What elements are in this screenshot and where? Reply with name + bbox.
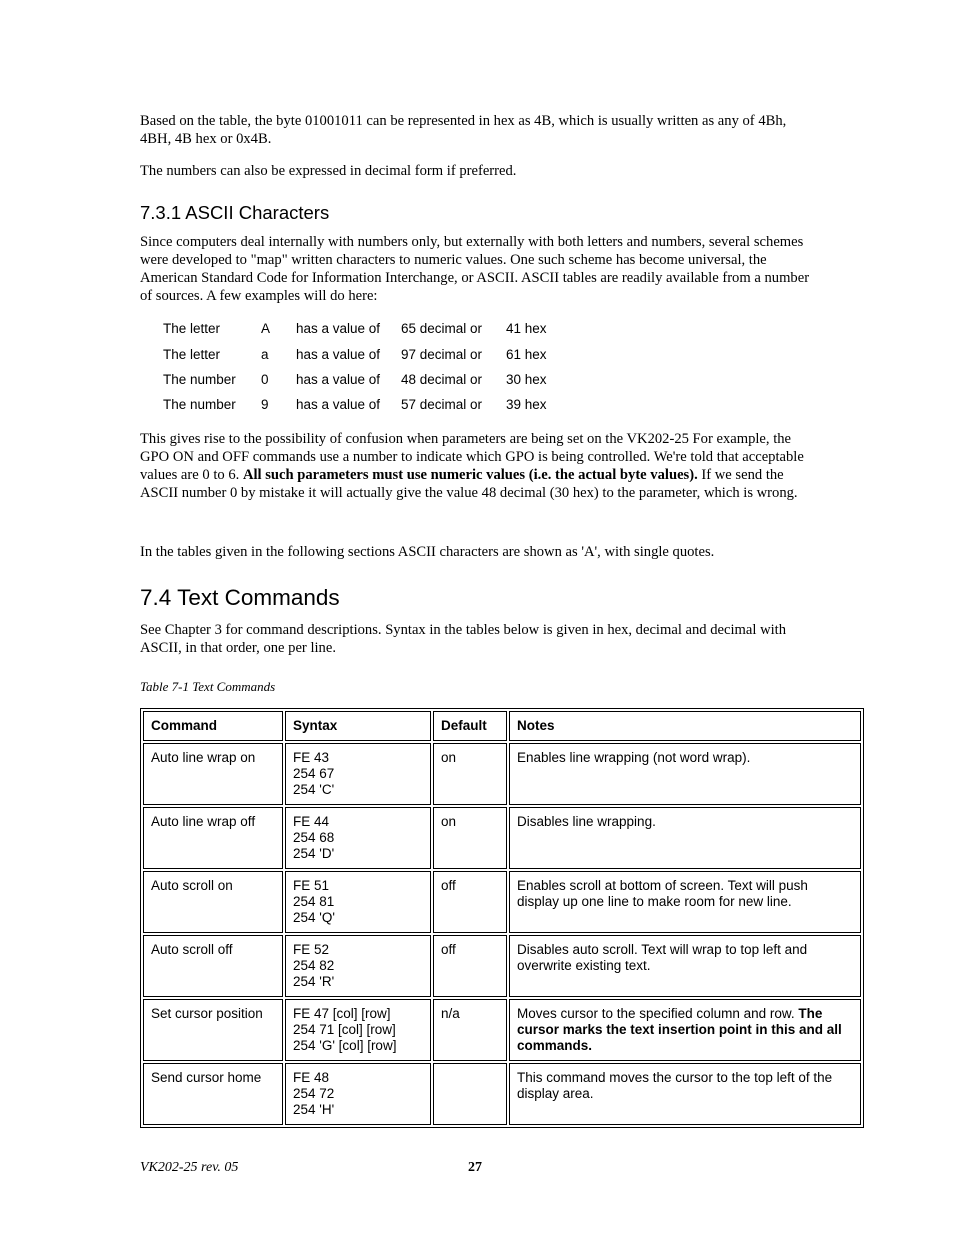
- example-phrase: has a value of: [296, 372, 381, 387]
- cell-syntax: [285, 1063, 431, 1125]
- table-row: [143, 807, 861, 869]
- syntax-decimal: 254 72: [293, 1086, 335, 1101]
- cell-default: off: [433, 871, 507, 933]
- cell-syntax: [285, 871, 431, 933]
- table-row: [143, 999, 861, 1061]
- syntax-decimal: 254 68: [293, 830, 335, 845]
- notes-bold-text: The cursor marks the text insertion point in this and all commands.: [517, 1006, 842, 1053]
- syntax-hex: FE 48: [293, 1070, 330, 1085]
- syntax-hex: FE 44: [293, 814, 330, 829]
- notes-text: Enables line wrapping (not word wrap).: [517, 750, 751, 765]
- header-notes: Notes: [509, 711, 861, 741]
- example-char: A: [261, 321, 271, 336]
- section-heading-ascii-characters: 7.3.1 ASCII Characters: [140, 202, 330, 223]
- cell-syntax: [285, 935, 431, 997]
- example-hex: 39 hex: [506, 397, 547, 412]
- ascii-paragraph-2-post: If we send the ASCII number 0 by mistake it will actually give the value 48 decimal (30 hex) to the parameter, which is wrong.: [140, 467, 798, 501]
- example-char: a: [261, 347, 269, 362]
- notes-text: Disables auto scroll. Text will wrap to top left and overwrite existing text.: [517, 942, 808, 973]
- header-syntax: Syntax: [285, 711, 431, 741]
- syntax-decimal: 254 67: [293, 766, 335, 781]
- cell-command: Auto scroll off: [143, 935, 283, 997]
- cell-syntax: [285, 999, 431, 1061]
- cell-syntax: [285, 807, 431, 869]
- ascii-paragraph-2-bold: All such parameters must use numeric values (i.e. the actual byte values).: [242, 467, 698, 483]
- syntax-hex: FE 43: [293, 750, 330, 765]
- footer-page-number: 27: [468, 1160, 482, 1175]
- syntax-ascii: 254 'C': [293, 782, 335, 797]
- syntax-hex: FE 51: [293, 878, 330, 893]
- syntax-ascii: 254 'R': [293, 974, 335, 989]
- example-hex: 30 hex: [506, 372, 547, 387]
- table-row: [143, 1063, 861, 1125]
- example-decimal: 57 decimal or: [401, 397, 483, 412]
- example-kind: The number: [163, 372, 236, 387]
- table-header-row: [143, 711, 861, 741]
- syntax-decimal: 254 71 [col] [row]: [293, 1022, 396, 1037]
- cell-default: n/a: [433, 999, 507, 1061]
- intro-paragraph-1: Based on the table, the byte 01001011 can be represented in hex as 4B, which is usually written as any of 4Bh, 4BH, 4B hex or 0x4B.: [140, 113, 787, 147]
- cell-notes: [509, 871, 861, 933]
- table-row: [143, 743, 861, 805]
- section-heading-text-commands: 7.4 Text Commands: [140, 585, 340, 610]
- cell-default: on: [433, 807, 507, 869]
- example-phrase: has a value of: [296, 321, 381, 336]
- footer-doc-id: VK202-25 rev. 05: [140, 1160, 239, 1175]
- syntax-ascii: 254 'D': [293, 846, 335, 861]
- table-row: [143, 871, 861, 933]
- example-kind: The letter: [163, 347, 221, 362]
- example-decimal: 97 decimal or: [401, 347, 483, 362]
- syntax-decimal: 254 82: [293, 958, 335, 973]
- syntax-decimal: 254 81: [293, 894, 335, 909]
- syntax-hex: FE 52: [293, 942, 330, 957]
- example-char: 9: [261, 397, 269, 412]
- ascii-paragraph-1: Since computers deal internally with numbers only, but externally with both letters and numbers, several schemes were developed to "map" written characters to numeric values. One such scheme has become universal, the American Standard Code for Information Interchange, or ASCII. ASCII tables are readily available from a number of sources. A few examples will do here:: [140, 234, 810, 304]
- example-kind: The number: [163, 397, 236, 412]
- intro-paragraph-2: The numbers can also be expressed in decimal form if preferred.: [140, 163, 517, 179]
- notes-text: This command moves the cursor to the top left of the display area.: [517, 1070, 833, 1101]
- cell-notes: [509, 807, 861, 869]
- cell-syntax: [285, 743, 431, 805]
- notes-text: Moves cursor to the specified column and row.: [517, 1006, 795, 1021]
- syntax-hex: FE 47 [col] [row]: [293, 1006, 391, 1021]
- cell-command: Auto line wrap on: [143, 743, 283, 805]
- cell-command: Auto line wrap off: [143, 807, 283, 869]
- syntax-ascii: 254 'H': [293, 1102, 335, 1117]
- cell-notes: [509, 999, 861, 1061]
- table-caption: Table 7-1 Text Commands: [140, 679, 276, 694]
- example-decimal: 65 decimal or: [401, 321, 483, 336]
- syntax-ascii: 254 'Q': [293, 910, 335, 925]
- cell-notes: [509, 935, 861, 997]
- cell-command: Send cursor home: [143, 1063, 283, 1125]
- ascii-paragraph-3: In the tables given in the following sections ASCII characters are shown as 'A', with single quotes.: [140, 544, 715, 560]
- cell-notes: [509, 1063, 861, 1125]
- ascii-paragraph-2-pre: This gives rise to the possibility of confusion when parameters are being set on the VK202-25 For example, the GPO ON and OFF commands use a number to indicate which GPO is being controlled. We're told that acceptable values are 0 to 6.: [140, 431, 804, 483]
- example-phrase: has a value of: [296, 397, 381, 412]
- example-kind: The letter: [163, 321, 221, 336]
- text-commands-paragraph: See Chapter 3 for command descriptions. Syntax in the tables below is given in hex, decimal and decimal with ASCII, in that order, one per line.: [140, 622, 787, 656]
- cell-command: Set cursor position: [143, 999, 283, 1061]
- text-commands-table: [140, 708, 864, 1128]
- cell-default: on: [433, 743, 507, 805]
- cell-default: off: [433, 935, 507, 997]
- cell-command: Auto scroll on: [143, 871, 283, 933]
- example-hex: 41 hex: [506, 321, 547, 336]
- notes-text: Enables scroll at bottom of screen. Text will push display up one line to make room for new line.: [517, 878, 808, 909]
- notes-text: Disables line wrapping.: [517, 814, 656, 829]
- example-phrase: has a value of: [296, 347, 381, 362]
- cell-notes: [509, 743, 861, 805]
- ascii-paragraph-2: [140, 430, 815, 502]
- header-default: Default: [433, 711, 507, 741]
- example-char: 0: [261, 372, 269, 387]
- example-decimal: 48 decimal or: [401, 372, 483, 387]
- cell-default: [433, 1063, 507, 1125]
- syntax-ascii: 254 'G' [col] [row]: [293, 1038, 397, 1053]
- example-hex: 61 hex: [506, 347, 547, 362]
- table-row: [143, 935, 861, 997]
- header-command: Command: [143, 711, 283, 741]
